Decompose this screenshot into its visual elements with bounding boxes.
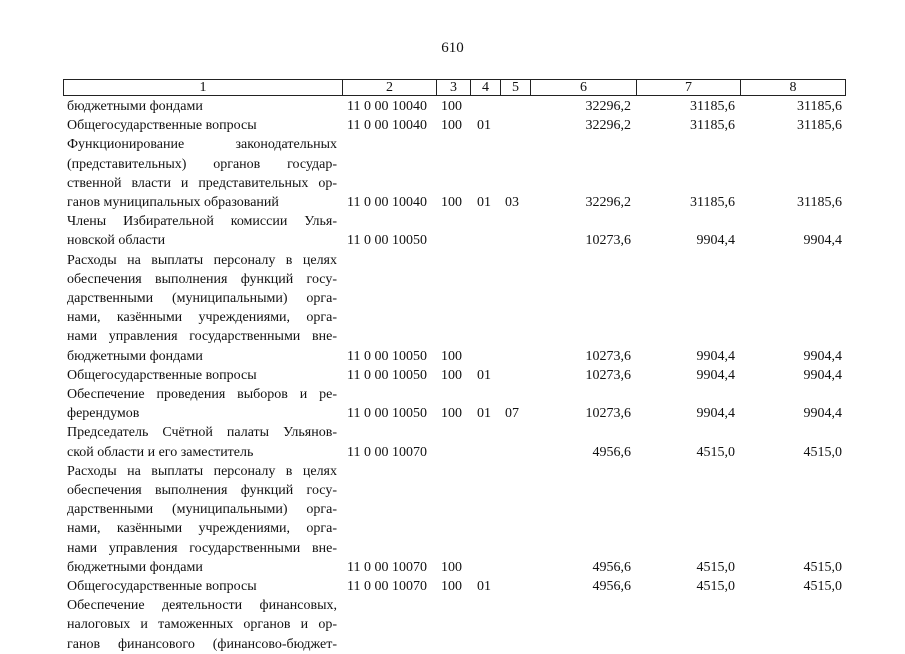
description-line: (представительных) органов государ-	[67, 156, 337, 172]
row-description	[67, 423, 337, 461]
expense-type-cell: 100	[441, 406, 462, 422]
table-row	[67, 462, 847, 577]
table-row	[67, 116, 847, 135]
header-col-4: 4	[471, 80, 501, 96]
table-row	[67, 212, 847, 250]
amount-col8-cell: 4515,0	[803, 559, 842, 575]
expense-type-cell: 100	[441, 579, 462, 595]
description-line: нами управления государственными вне-	[67, 329, 337, 345]
description-line: Расходы на выплаты персоналу в целях	[67, 252, 337, 268]
amount-col6-cell: 32296,2	[585, 195, 631, 211]
description-line: нами управления государственными вне-	[67, 540, 337, 556]
table-row	[67, 366, 847, 385]
row-description	[67, 212, 337, 250]
description-line: бюджетными фондами	[67, 559, 203, 575]
amount-col6-cell: 32296,2	[585, 118, 631, 134]
header-col-8: 8	[741, 80, 846, 96]
amount-col7-cell: 31185,6	[690, 195, 735, 211]
header-col-3: 3	[437, 80, 471, 96]
description-line: Председатель Счётной палаты Ульянов-	[67, 425, 337, 441]
amount-col6-cell: 10273,6	[585, 348, 631, 364]
budget-code-cell: 11 0 00 10050	[347, 367, 427, 383]
amount-col8-cell: 9904,4	[803, 406, 842, 422]
header-col-1: 1	[64, 80, 343, 96]
description-line: Обеспечение деятельности финансовых,	[67, 598, 337, 614]
amount-col6-cell: 10273,6	[585, 406, 631, 422]
row-description	[67, 385, 337, 423]
budget-code-cell: 11 0 00 10070	[347, 559, 427, 575]
subsection-cell: 03	[505, 195, 519, 211]
amount-col8-cell: 9904,4	[803, 367, 842, 383]
table-body	[67, 97, 847, 654]
amount-col6-cell: 32296,2	[585, 99, 631, 114]
description-line: обеспечения выполнения функций госу-	[67, 271, 337, 287]
expense-type-cell: 100	[441, 99, 462, 114]
amount-col8-cell: 4515,0	[803, 444, 842, 460]
amount-col7-cell: 4515,0	[696, 579, 735, 595]
table-row	[67, 97, 847, 116]
table-row	[67, 577, 847, 596]
section-cell: 01	[477, 579, 491, 595]
description-line: Члены Избирательной комиссии Улья-	[67, 214, 337, 230]
amount-col6-cell: 10273,6	[585, 367, 631, 383]
amount-col6-cell: 4956,6	[592, 559, 631, 575]
table-row	[67, 251, 847, 366]
header-col-6: 6	[531, 80, 637, 96]
expense-type-cell: 100	[441, 118, 462, 134]
table-row	[67, 135, 847, 212]
row-description	[67, 251, 337, 366]
header-col-5: 5	[501, 80, 531, 96]
budget-code-cell: 11 0 00 10050	[347, 406, 427, 422]
header-col-7: 7	[637, 80, 741, 96]
section-cell: 01	[477, 118, 491, 134]
amount-col8-cell: 9904,4	[803, 348, 842, 364]
amount-col6-cell: 10273,6	[585, 233, 631, 249]
budget-code-cell: 11 0 00 10050	[347, 348, 427, 364]
section-cell: 01	[477, 406, 491, 422]
amount-col7-cell: 4515,0	[696, 444, 735, 460]
description-line: Общегосударственные вопросы	[67, 579, 257, 595]
amount-col7-cell: 9904,4	[696, 406, 735, 422]
description-line: Общегосударственные вопросы	[67, 367, 257, 383]
description-line: новской области	[67, 233, 166, 249]
description-line: бюджетными фондами	[67, 348, 203, 364]
expense-type-cell: 100	[441, 367, 462, 383]
amount-col8-cell: 9904,4	[803, 233, 842, 249]
budget-code-cell: 11 0 00 10070	[347, 444, 427, 460]
description-line: ственной власти и представительных ор-	[67, 175, 337, 191]
table-header	[63, 79, 846, 96]
description-line: бюджетными фондами	[67, 99, 203, 114]
description-line: ганов муниципальных образований	[67, 195, 279, 211]
amount-col7-cell: 9904,4	[696, 367, 735, 383]
expense-type-cell: 100	[441, 195, 462, 211]
amount-col8-cell: 31185,6	[797, 118, 842, 134]
amount-col8-cell: 31185,6	[797, 195, 842, 211]
budget-code-cell: 11 0 00 10050	[347, 233, 427, 249]
description-line: Общегосударственные вопросы	[67, 118, 257, 134]
subsection-cell: 07	[505, 406, 519, 422]
description-line: Обеспечение проведения выборов и ре-	[67, 387, 337, 403]
budget-code-cell: 11 0 00 10040	[347, 118, 427, 134]
page-number: 610	[441, 40, 464, 56]
amount-col8-cell: 4515,0	[803, 579, 842, 595]
amount-col7-cell: 31185,6	[690, 118, 735, 134]
budget-code-cell: 11 0 00 10040	[347, 195, 427, 211]
table-row	[67, 385, 847, 423]
description-line: дарственными (муниципальными) орга-	[67, 502, 337, 518]
amount-col6-cell: 4956,6	[592, 444, 631, 460]
expense-type-cell: 100	[441, 348, 462, 364]
description-line: Расходы на выплаты персоналу в целях	[67, 463, 337, 479]
table-row	[67, 596, 847, 654]
amount-col7-cell: 31185,6	[690, 99, 735, 114]
section-cell: 01	[477, 367, 491, 383]
row-description	[67, 366, 337, 385]
description-line: Функционирование законодательных	[67, 137, 337, 153]
row-description	[67, 577, 337, 596]
amount-col6-cell: 4956,6	[592, 579, 631, 595]
section-cell: 01	[477, 195, 491, 211]
budget-code-cell: 11 0 00 10070	[347, 579, 427, 595]
description-line: дарственными (муниципальными) орга-	[67, 291, 337, 307]
description-line: нами, казёнными учреждениями, орга-	[67, 310, 337, 326]
row-description	[67, 135, 337, 212]
expense-type-cell: 100	[441, 559, 462, 575]
description-line: ской области и его заместитель	[67, 444, 254, 460]
description-line: ганов финансового (финансово-бюджет-	[67, 636, 337, 652]
row-description	[67, 97, 337, 116]
description-line: обеспечения выполнения функций госу-	[67, 483, 337, 499]
row-description	[67, 116, 337, 135]
header-col-2: 2	[343, 80, 437, 96]
row-description	[67, 596, 337, 654]
description-line: налоговых и таможенных органов и ор-	[67, 617, 337, 633]
description-line: нами, казёнными учреждениями, орга-	[67, 521, 337, 537]
budget-code-cell: 11 0 00 10040	[347, 99, 427, 114]
amount-col7-cell: 4515,0	[696, 559, 735, 575]
amount-col8-cell: 31185,6	[797, 99, 842, 114]
amount-col7-cell: 9904,4	[696, 233, 735, 249]
amount-col7-cell: 9904,4	[696, 348, 735, 364]
table-row	[67, 423, 847, 461]
description-line: ферендумов	[67, 406, 140, 422]
row-description	[67, 462, 337, 577]
